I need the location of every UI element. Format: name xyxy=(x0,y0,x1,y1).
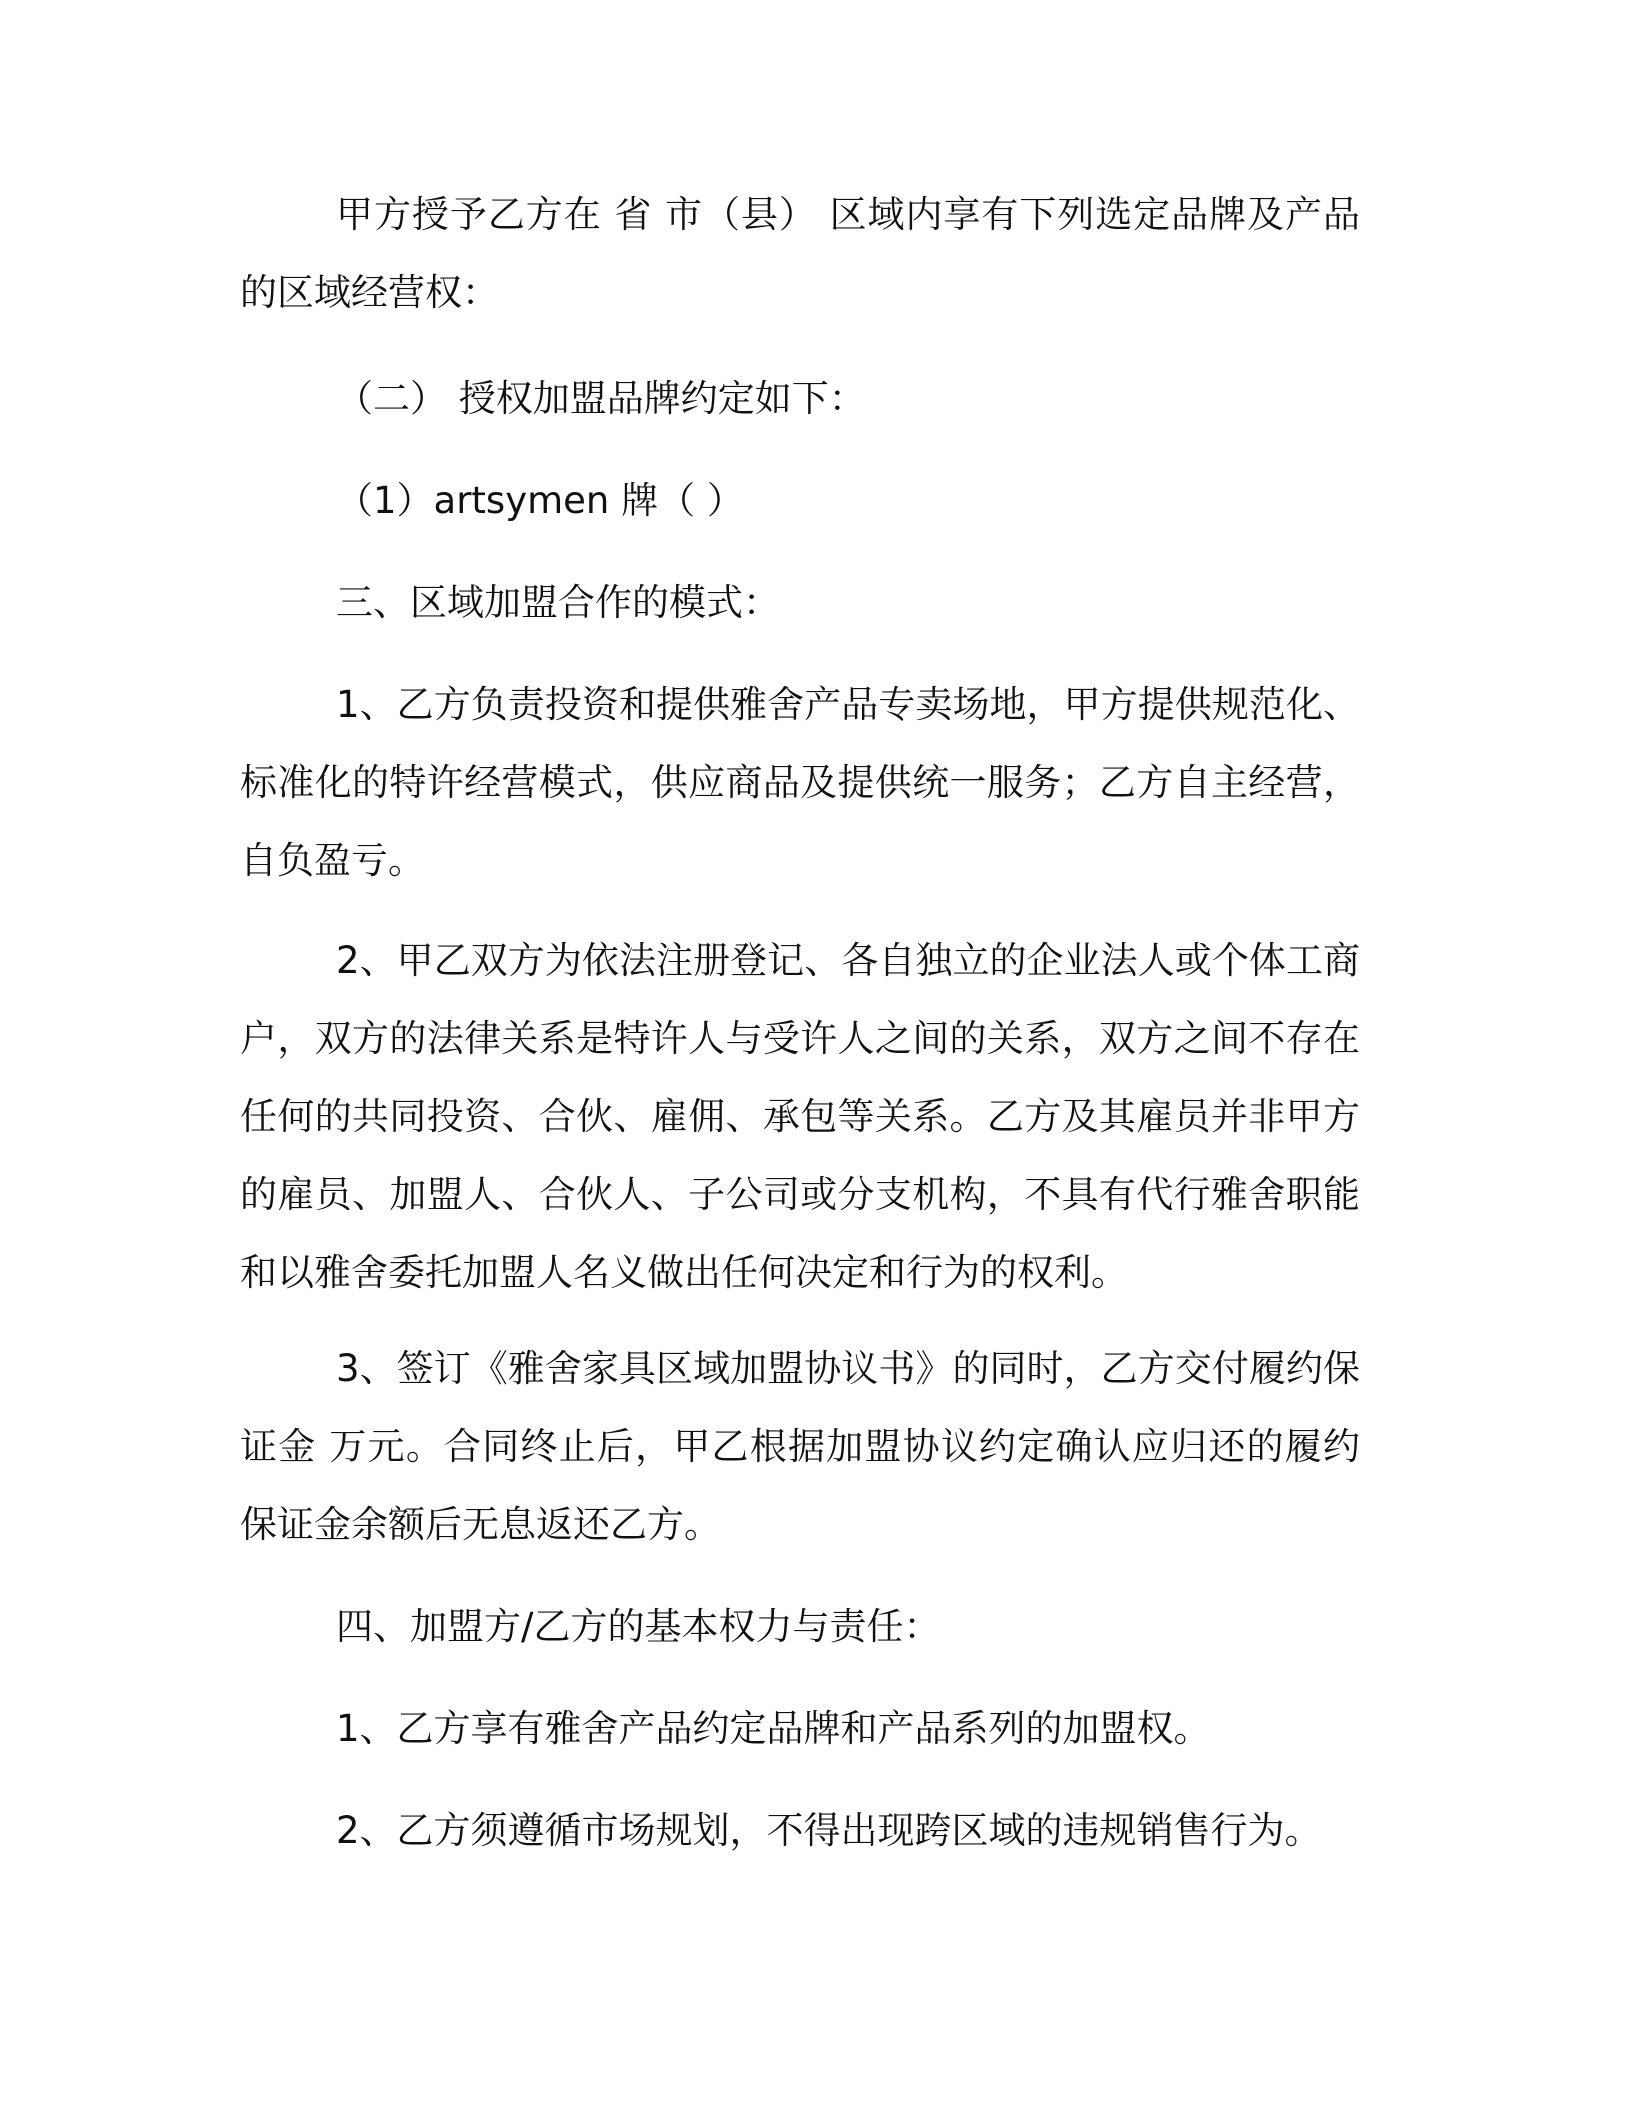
paragraph-brand-heading: （二） 授权加盟品牌约定如下： xyxy=(336,377,866,420)
paragraph-territory-grant: 甲方授予乙方在 省 市（县） 区域内享有下列选定品牌及产品的区域经营权： xyxy=(240,193,1360,314)
section-heading-rights-duties: 四、加盟方/乙方的基本权力与责任： xyxy=(336,1605,941,1648)
paragraph-rights-clause-1: 1、乙方享有雅舍产品约定品牌和产品系列的加盟权。 xyxy=(336,1707,1211,1750)
paragraph-mode-clause-2: 2、甲乙双方为依法注册登记、各自独立的企业法人或个体工商户，双方的法律关系是特许人与受许人之间的关系，双方之间不存在任何的共同投资、合伙、雇佣、承包等关系。乙方及其雇员并非甲方的雇员、加盟人、合伙人、子公司或分支机构，不具有代行雅舍职能和以雅舍委托加盟人名义做出任何决定和行为的权利。 xyxy=(240,939,1360,1294)
paragraph-rights-clause-2: 2、乙方须遵循市场规划，不得出现跨区域的违规销售行为。 xyxy=(336,1809,1322,1852)
paragraph-brand-item: （1）artsymen 牌（ ） xyxy=(336,479,744,522)
paragraph-mode-clause-3: 3、签订《雅舍家具区域加盟协议书》的同时，乙方交付履约保证金 万元。合同终止后，甲乙根据加盟协议约定确认应归还的履约保证金余额后无息返还乙方。 xyxy=(240,1347,1360,1546)
paragraph-mode-clause-1: 1、乙方负责投资和提供雅舍产品专卖场地，甲方提供规范化、标准化的特许经营模式，供应商品及提供统一服务；乙方自主经营，自负盈亏。 xyxy=(240,683,1360,882)
section-heading-cooperation-mode: 三、区域加盟合作的模式： xyxy=(336,581,780,624)
